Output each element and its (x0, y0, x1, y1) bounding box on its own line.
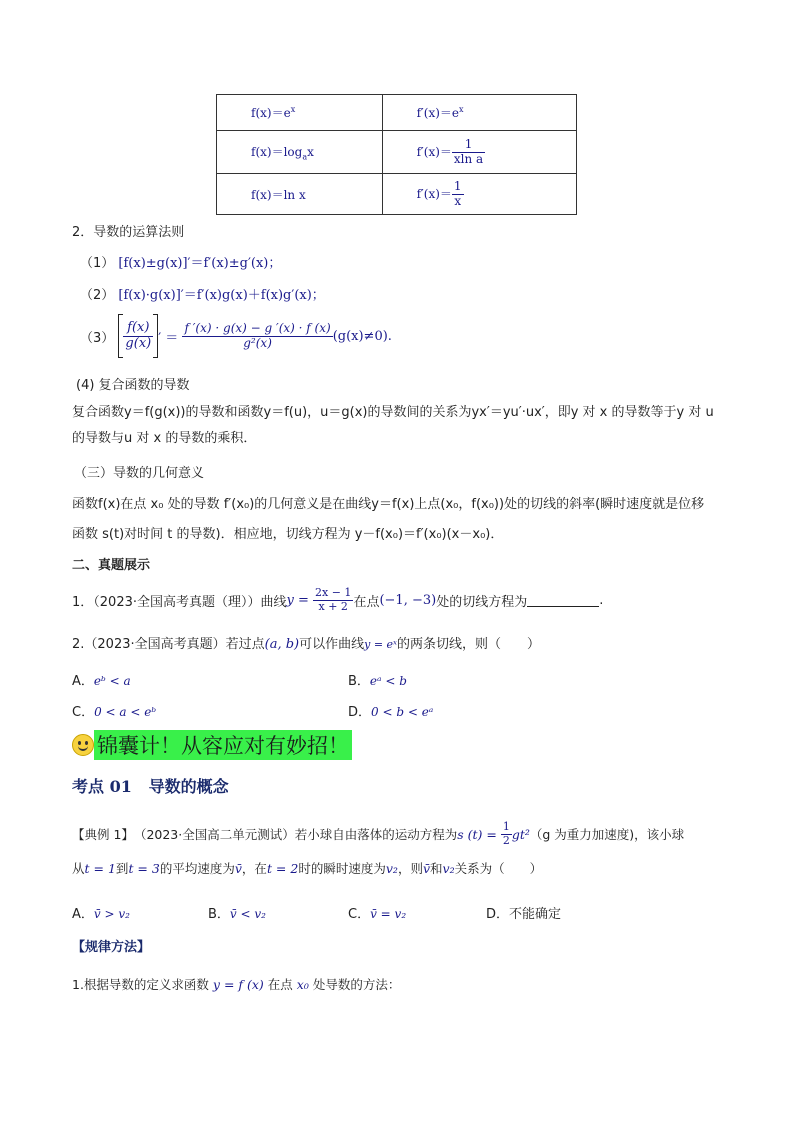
option-d[interactable]: D．不能确定 (486, 907, 562, 922)
derivative-formula-table (216, 94, 577, 215)
rule-3: （3） $\frac{f(x)}{g(x)}$ ′ ＝ $\frac{f '(x) \cdot g(x) - g '(x) \cdot f (x)}{\text{g²(x)}}$ (g(x)≠0). (80, 312, 392, 360)
formula-cell: f′(x)＝ $\frac{1}{\text{xln a}}$ (416, 136, 484, 166)
topic-heading: 考点 01 导数的概念 (72, 777, 229, 796)
formula-cell: f′(x)＝ $\frac{1}{x}$ (416, 178, 462, 208)
banner-text: 锦囊计！从容应对有妙招！ (94, 730, 352, 760)
option-d[interactable]: D．0 < b < eᵃ (348, 705, 434, 720)
tips-banner (72, 730, 352, 760)
option-c[interactable]: C．v̄ = v₂ (348, 907, 407, 922)
rule-1: （1） [f(x)±g(x)]′＝f′(x)±g′(x)； (80, 256, 282, 271)
formula-cell: f(x)＝ln x (251, 187, 306, 202)
option-b[interactable]: B．v̄ < v₂ (208, 907, 266, 922)
method-line: 1.根据导数的定义求函数 y = f (x) 在点 x₀ 处导数的方法： (72, 977, 401, 992)
option-a[interactable]: A．v̄ > v₂ (72, 907, 130, 922)
table-row (217, 174, 577, 215)
section-heading: (4) 复合函数的导数 (76, 378, 190, 393)
question-1: 1．（2023·全国高考真题（理））曲线 y = $\frac{2x - 1}{x + 2}$ 在点 (−1, −3) 处的切线方程为 . (72, 585, 604, 613)
table-row (217, 131, 577, 174)
option-c[interactable]: C．0 < a < eᵇ (72, 705, 157, 720)
formula-cell: $f(x)=\log_ax$ (251, 144, 314, 162)
answer-blank (527, 594, 599, 607)
paragraph: 函数f(x)在点 x₀ 处的导数 f′(x₀)的几何意义是在曲线y＝f(x)上点(x₀，f(x₀))处的切线的斜率(瞬时速度就是位移 函数 s(t)对时间 t 的导数)．相应地，切线方程为 y－f(x₀)＝f′(x₀)(x－x₀)． (72, 497, 705, 542)
example-1-line-2: 从t = 1到t = 3的平均速度为v̄，在t = 2时的瞬时速度为v₂，则v̄和v₂关系为（ ） (72, 861, 543, 876)
rule-2: （2） [f(x)·g(x)]′＝f′(x)g(x)＋f(x)g′(x)； (80, 288, 325, 303)
formula-cell: $f'(x)=e^x$ (416, 105, 464, 120)
formula-cell: $f(x)=e^x$ (251, 105, 296, 120)
smiley-icon (72, 734, 94, 756)
part-heading: 二、真题展示 (72, 558, 151, 573)
option-b[interactable]: B．eᵃ < b (348, 674, 407, 689)
section-heading: 2．导数的运算法则 (72, 225, 185, 240)
example-1: 【典例 1】 （2023·全国高二单元测试）若小球自由落体的运动方程为 s (t) = $\frac{1}{2}$ gt² （g 为重力加速度)，该小球 (72, 819, 685, 847)
section-heading: （三）导数的几何意义 (74, 466, 205, 481)
paragraph: 复合函数y＝f(g(x))的导数和函数y＝f(u)，u＝g(x)的导数间的关系为yx′＝yu′·ux′，即y 对 x 的导数等于y 对 u 的导数与u 对 x 的导数的乘积． (72, 405, 714, 446)
question-2: 2.（2023·全国高考真题）若过点(a, b)可以作曲线y = eˣ的两条切线，则（ ） (72, 637, 540, 652)
table-row (217, 95, 577, 131)
method-heading: 【规律方法】 (72, 940, 151, 955)
option-a[interactable]: A．eᵇ < a (72, 674, 131, 689)
